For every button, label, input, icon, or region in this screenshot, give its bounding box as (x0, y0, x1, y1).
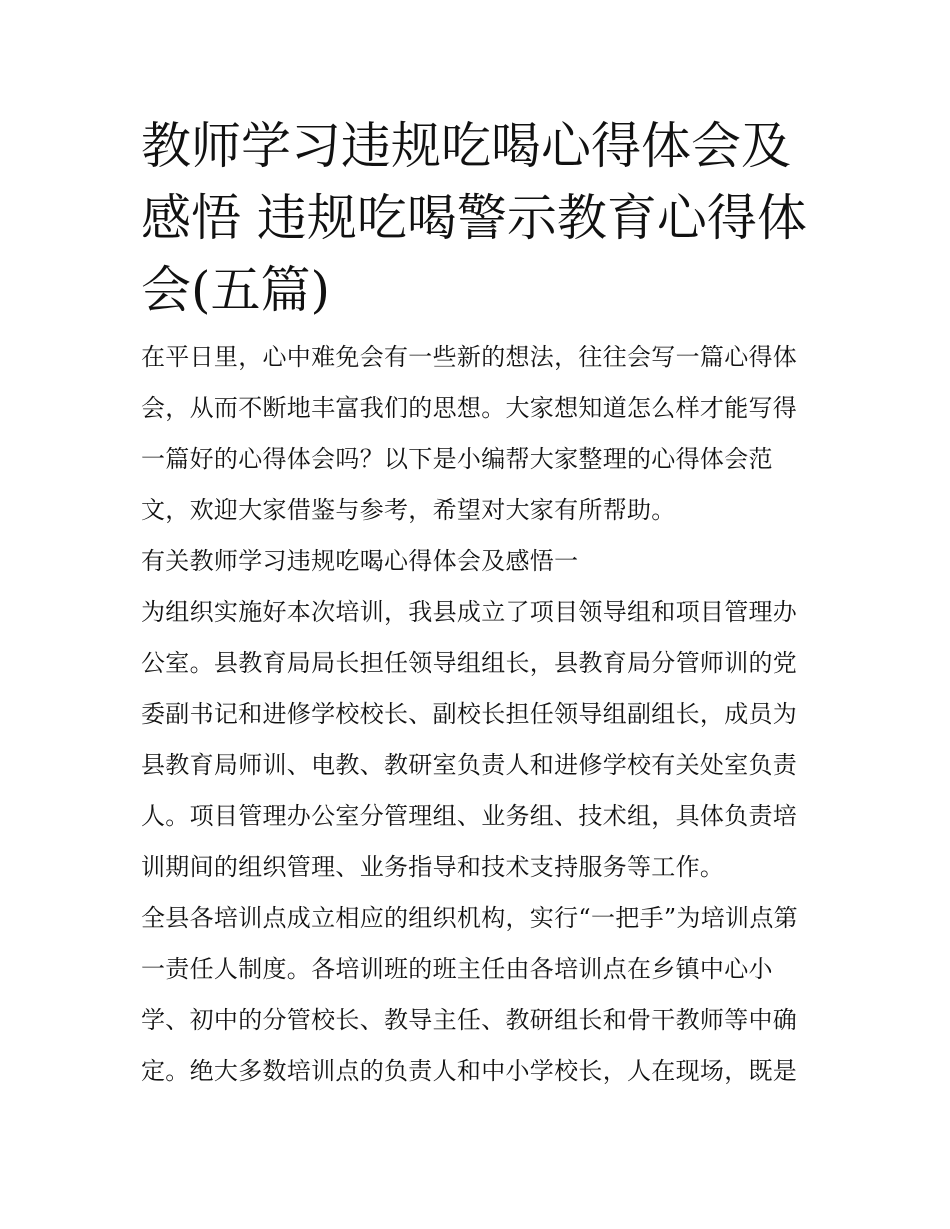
body-paragraph-1 (141, 587, 816, 893)
intro-line-4: 文，欢迎大家借鉴与参考，希望对大家有所帮助。 (141, 496, 676, 524)
title-line-1: 教师学习违规吃喝心得体会及 (141, 117, 791, 175)
document-page (141, 110, 816, 1097)
para2-line-2: 一责任人制度。各培训班的班主任由各培训点在乡镇中心小 (141, 955, 773, 983)
para2-line-4: 定。绝大多数培训点的负责人和中小学校长，人在现场，既是 (141, 1057, 798, 1085)
para2-line-3: 学、初中的分管校长、教导主任、教研组长和骨干教师等中确 (141, 1006, 798, 1034)
para1-line-2: 公室。县教育局局长担任领导组组长，县教育局分管师训的党 (141, 649, 798, 677)
body-paragraph-2 (141, 893, 816, 1097)
section-heading (141, 536, 816, 587)
section-heading-text: 有关教师学习违规吃喝心得体会及感悟一 (141, 547, 579, 575)
para1-line-1: 为组织实施好本次培训，我县成立了项目领导组和项目管理办 (141, 598, 798, 626)
intro-line-1: 在平日里，心中难免会有一些新的想法，往往会写一篇心得体 (141, 343, 798, 371)
para1-line-6: 训期间的组织管理、业务指导和技术支持服务等工作。 (141, 853, 725, 881)
intro-line-2: 会，从而不断地丰富我们的思想。大家想知道怎么样才能写得 (141, 394, 798, 422)
document-title (141, 110, 816, 326)
title-line-3: 会(五篇) (141, 261, 331, 319)
para1-line-5: 人。项目管理办公室分管理组、业务组、技术组，具体负责培 (141, 802, 798, 830)
intro-paragraph (141, 332, 816, 536)
title-line-2: 感悟 违规吃喝警示教育心得体 (141, 189, 807, 247)
para1-line-4: 县教育局师训、电教、教研室负责人和进修学校有关处室负责 (141, 751, 798, 779)
intro-line-3: 一篇好的心得体会吗？以下是小编帮大家整理的心得体会范 (141, 445, 773, 473)
para1-line-3: 委副书记和进修学校校长、副校长担任领导组副组长，成员为 (141, 700, 798, 728)
para2-line-1: 全县各培训点成立相应的组织机构，实行“一把手”为培训点第 (141, 904, 798, 932)
